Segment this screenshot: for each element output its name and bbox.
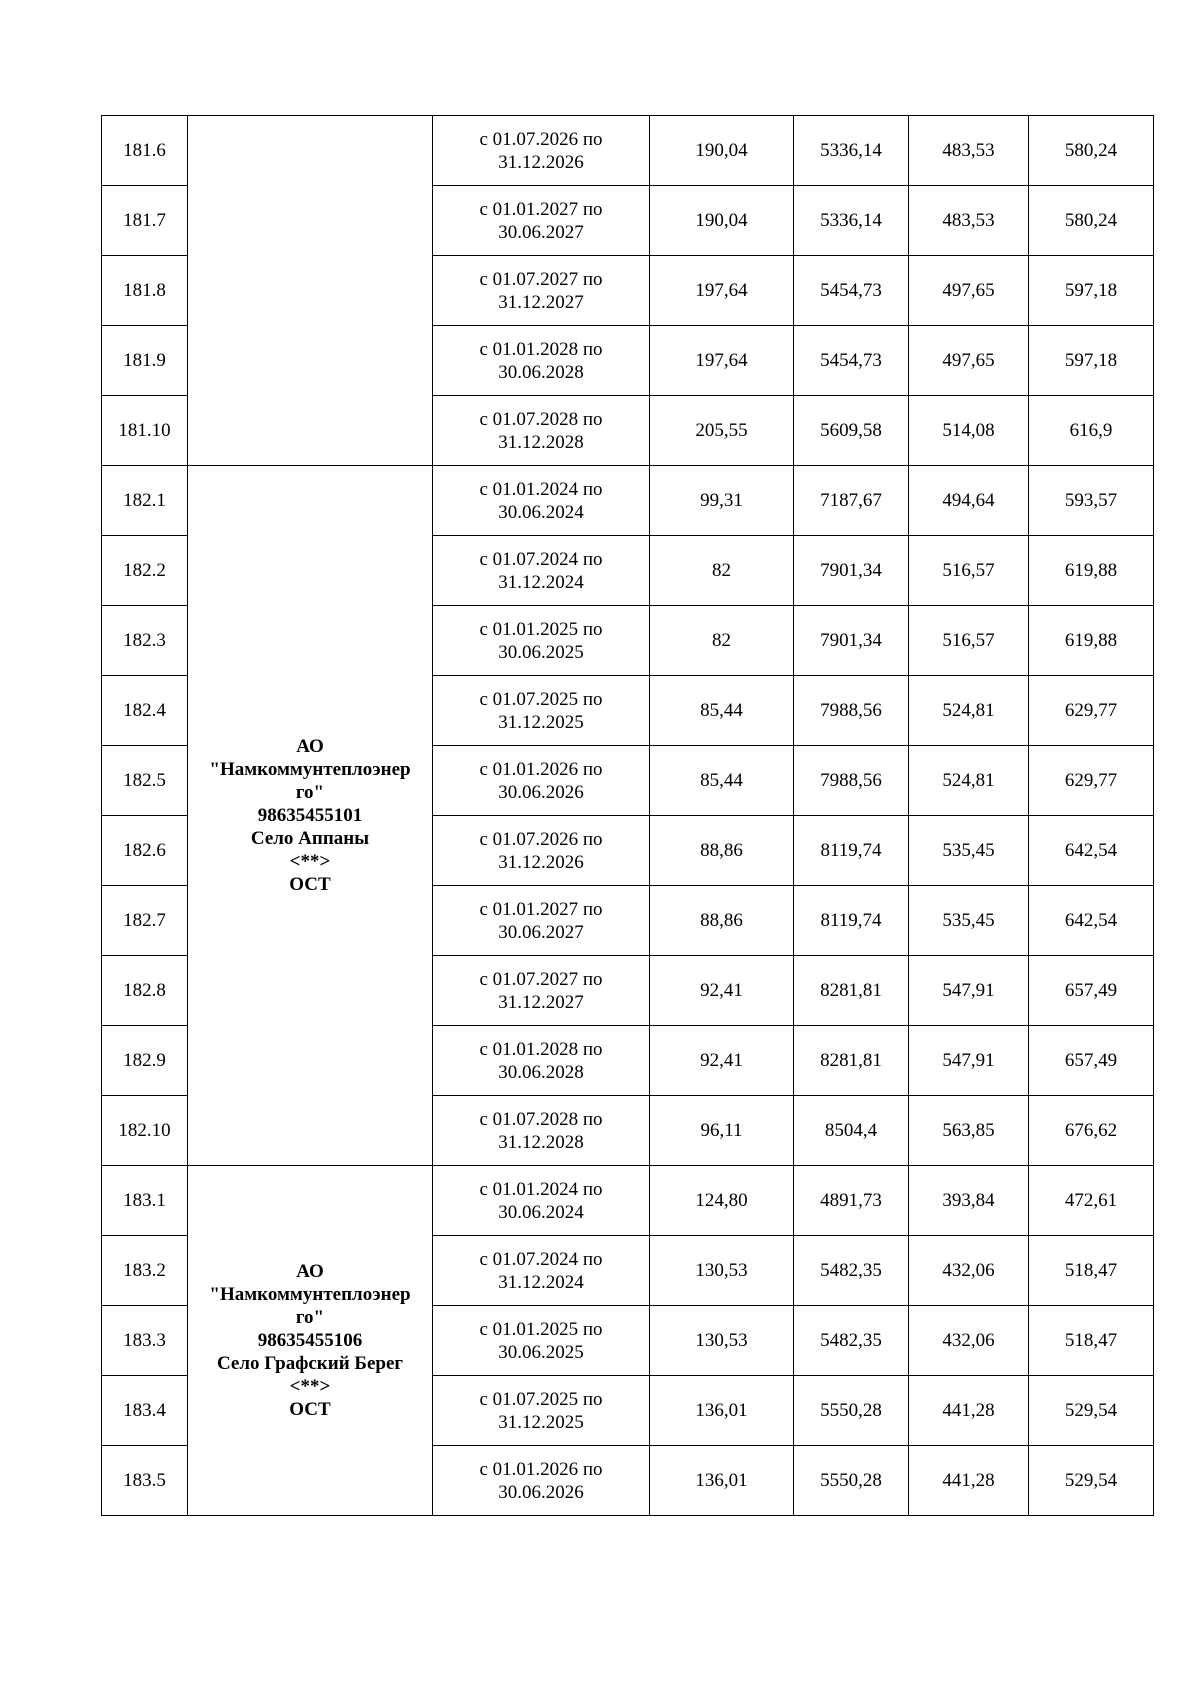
value-cell-3: 547,91 [909,956,1029,1026]
value-cell-2: 5482,35 [794,1306,909,1376]
period-cell [433,956,650,1026]
value-cell-2: 7901,34 [794,536,909,606]
value-cell-2: 7988,56 [794,676,909,746]
value-cell-3: 441,28 [909,1376,1029,1446]
value-cell-3: 516,57 [909,606,1029,676]
period-start: с 01.01.2024 по [479,1178,603,1200]
row-number: 183.5 [102,1446,188,1516]
value-cell-3: 535,45 [909,886,1029,956]
value-cell-3: 494,64 [909,466,1029,536]
value-cell-2: 8119,74 [794,816,909,886]
period-start: с 01.01.2024 по [479,478,603,500]
organization-line: <**> [289,851,331,872]
value-cell-2: 5550,28 [794,1376,909,1446]
value-cell-2: 4891,73 [794,1166,909,1236]
value-cell-2: 7988,56 [794,746,909,816]
period-start: с 01.07.2025 по [479,1388,603,1410]
period-end: 30.06.2028 [498,361,584,383]
row-number: 181.7 [102,186,188,256]
value-cell-1: 205,55 [650,396,794,466]
value-cell-1: 190,04 [650,116,794,186]
organization-cell [188,1166,433,1516]
value-cell-3: 497,65 [909,326,1029,396]
row-number: 182.8 [102,956,188,1026]
value-cell-3: 514,08 [909,396,1029,466]
period-start: с 01.01.2027 по [479,198,603,220]
value-cell-4: 472,61 [1029,1166,1154,1236]
organization-line: <**> [289,1376,331,1397]
period-cell [433,816,650,886]
period-start: с 01.01.2028 по [479,1038,603,1060]
period-start: с 01.07.2024 по [479,1248,603,1270]
value-cell-2: 5609,58 [794,396,909,466]
value-cell-1: 92,41 [650,1026,794,1096]
value-cell-2: 8281,81 [794,1026,909,1096]
organization-line: АО [296,736,324,757]
period-cell [433,186,650,256]
value-cell-1: 85,44 [650,746,794,816]
value-cell-3: 393,84 [909,1166,1029,1236]
value-cell-1: 88,86 [650,816,794,886]
value-cell-1: 190,04 [650,186,794,256]
value-cell-3: 524,81 [909,676,1029,746]
organization-line: го" [295,1307,325,1328]
period-end: 31.12.2024 [498,1271,584,1293]
value-cell-2: 8504,4 [794,1096,909,1166]
row-number: 182.7 [102,886,188,956]
value-cell-1: 197,64 [650,326,794,396]
period-cell [433,1166,650,1236]
period-cell [433,606,650,676]
value-cell-1: 88,86 [650,886,794,956]
period-cell [433,1446,650,1516]
value-cell-1: 197,64 [650,256,794,326]
value-cell-4: 580,24 [1029,116,1154,186]
row-number: 182.3 [102,606,188,676]
row-number: 182.10 [102,1096,188,1166]
value-cell-3: 563,85 [909,1096,1029,1166]
period-start: с 01.07.2024 по [479,548,603,570]
row-number: 181.6 [102,116,188,186]
value-cell-4: 593,57 [1029,466,1154,536]
value-cell-3: 432,06 [909,1236,1029,1306]
value-cell-3: 524,81 [909,746,1029,816]
period-end: 30.06.2027 [498,921,584,943]
period-start: с 01.01.2026 по [479,758,603,780]
row-number: 183.2 [102,1236,188,1306]
period-start: с 01.07.2026 по [479,828,603,850]
value-cell-1: 130,53 [650,1306,794,1376]
period-cell [433,1096,650,1166]
value-cell-2: 7901,34 [794,606,909,676]
organization-line: "Намкоммунтеплоэнер [209,1284,411,1305]
value-cell-3: 516,57 [909,536,1029,606]
table-row [102,116,1154,186]
value-cell-2: 5482,35 [794,1236,909,1306]
tariff-table [101,115,1154,1516]
row-number: 183.1 [102,1166,188,1236]
value-cell-1: 136,01 [650,1446,794,1516]
value-cell-4: 676,62 [1029,1096,1154,1166]
period-cell [433,116,650,186]
organization-line: 98635455101 [257,805,363,826]
period-end: 30.06.2024 [498,501,584,523]
period-start: с 01.01.2027 по [479,898,603,920]
period-end: 30.06.2026 [498,781,584,803]
value-cell-1: 99,31 [650,466,794,536]
value-cell-3: 535,45 [909,816,1029,886]
period-end: 31.12.2027 [498,991,584,1013]
period-end: 30.06.2026 [498,1481,584,1503]
organization-line: 98635455106 [257,1330,363,1351]
period-cell [433,1236,650,1306]
value-cell-2: 7187,67 [794,466,909,536]
value-cell-3: 497,65 [909,256,1029,326]
row-number: 182.4 [102,676,188,746]
table-row [102,1166,1154,1236]
value-cell-4: 529,54 [1029,1446,1154,1516]
period-cell [433,536,650,606]
value-cell-1: 82 [650,536,794,606]
value-cell-2: 5550,28 [794,1446,909,1516]
period-end: 30.06.2027 [498,221,584,243]
value-cell-1: 82 [650,606,794,676]
row-number: 182.6 [102,816,188,886]
row-number: 183.4 [102,1376,188,1446]
period-end: 31.12.2025 [498,711,584,733]
period-cell [433,1306,650,1376]
value-cell-4: 629,77 [1029,676,1154,746]
period-cell [433,256,650,326]
period-start: с 01.01.2028 по [479,338,603,360]
period-end: 31.12.2024 [498,571,584,593]
value-cell-3: 432,06 [909,1306,1029,1376]
value-cell-2: 5336,14 [794,116,909,186]
period-cell [433,1026,650,1096]
value-cell-4: 518,47 [1029,1236,1154,1306]
value-cell-4: 597,18 [1029,256,1154,326]
value-cell-3: 547,91 [909,1026,1029,1096]
table-row [102,466,1154,536]
period-start: с 01.01.2026 по [479,1458,603,1480]
period-cell [433,746,650,816]
value-cell-4: 616,9 [1029,396,1154,466]
organization-line: ОСТ [289,874,331,895]
value-cell-2: 5336,14 [794,186,909,256]
period-start: с 01.07.2025 по [479,688,603,710]
row-number: 182.1 [102,466,188,536]
value-cell-3: 483,53 [909,186,1029,256]
organization-line: го" [295,782,325,803]
period-end: 30.06.2025 [498,641,584,663]
value-cell-2: 5454,73 [794,256,909,326]
period-start: с 01.07.2026 по [479,128,603,150]
value-cell-4: 629,77 [1029,746,1154,816]
value-cell-4: 642,54 [1029,886,1154,956]
period-cell [433,886,650,956]
organization-line: Село Графский Берег [216,1353,404,1374]
period-end: 30.06.2028 [498,1061,584,1083]
value-cell-2: 5454,73 [794,326,909,396]
period-cell [433,1376,650,1446]
row-number: 183.3 [102,1306,188,1376]
value-cell-1: 96,11 [650,1096,794,1166]
period-cell [433,676,650,746]
organization-line: ОСТ [289,1399,331,1420]
value-cell-4: 657,49 [1029,956,1154,1026]
period-end: 31.12.2026 [498,151,584,173]
organization-line: АО [296,1261,324,1282]
value-cell-4: 642,54 [1029,816,1154,886]
period-cell [433,396,650,466]
period-end: 31.12.2026 [498,851,584,873]
period-start: с 01.01.2025 по [479,618,603,640]
period-cell [433,466,650,536]
row-number: 181.9 [102,326,188,396]
value-cell-4: 619,88 [1029,536,1154,606]
row-number: 182.5 [102,746,188,816]
period-end: 31.12.2027 [498,291,584,313]
row-number: 182.2 [102,536,188,606]
period-start: с 01.07.2028 по [479,408,603,430]
row-number: 182.9 [102,1026,188,1096]
row-number: 181.10 [102,396,188,466]
value-cell-2: 8119,74 [794,886,909,956]
value-cell-4: 597,18 [1029,326,1154,396]
period-start: с 01.07.2027 по [479,968,603,990]
period-end: 30.06.2024 [498,1201,584,1223]
period-start: с 01.07.2028 по [479,1108,603,1130]
value-cell-4: 529,54 [1029,1376,1154,1446]
value-cell-3: 441,28 [909,1446,1029,1516]
period-cell [433,326,650,396]
value-cell-4: 580,24 [1029,186,1154,256]
period-start: с 01.01.2025 по [479,1318,603,1340]
organization-line: "Намкоммунтеплоэнер [209,759,411,780]
row-number: 181.8 [102,256,188,326]
organization-line: Село Аппаны [250,828,370,849]
value-cell-1: 130,53 [650,1236,794,1306]
period-end: 31.12.2025 [498,1411,584,1433]
value-cell-1: 124,80 [650,1166,794,1236]
value-cell-2: 8281,81 [794,956,909,1026]
organization-cell [188,466,433,1166]
value-cell-1: 85,44 [650,676,794,746]
value-cell-4: 619,88 [1029,606,1154,676]
value-cell-1: 92,41 [650,956,794,1026]
period-start: с 01.07.2027 по [479,268,603,290]
period-end: 31.12.2028 [498,431,584,453]
value-cell-3: 483,53 [909,116,1029,186]
period-end: 31.12.2028 [498,1131,584,1153]
value-cell-4: 657,49 [1029,1026,1154,1096]
value-cell-1: 136,01 [650,1376,794,1446]
period-end: 30.06.2025 [498,1341,584,1363]
value-cell-4: 518,47 [1029,1306,1154,1376]
organization-cell [188,116,433,466]
